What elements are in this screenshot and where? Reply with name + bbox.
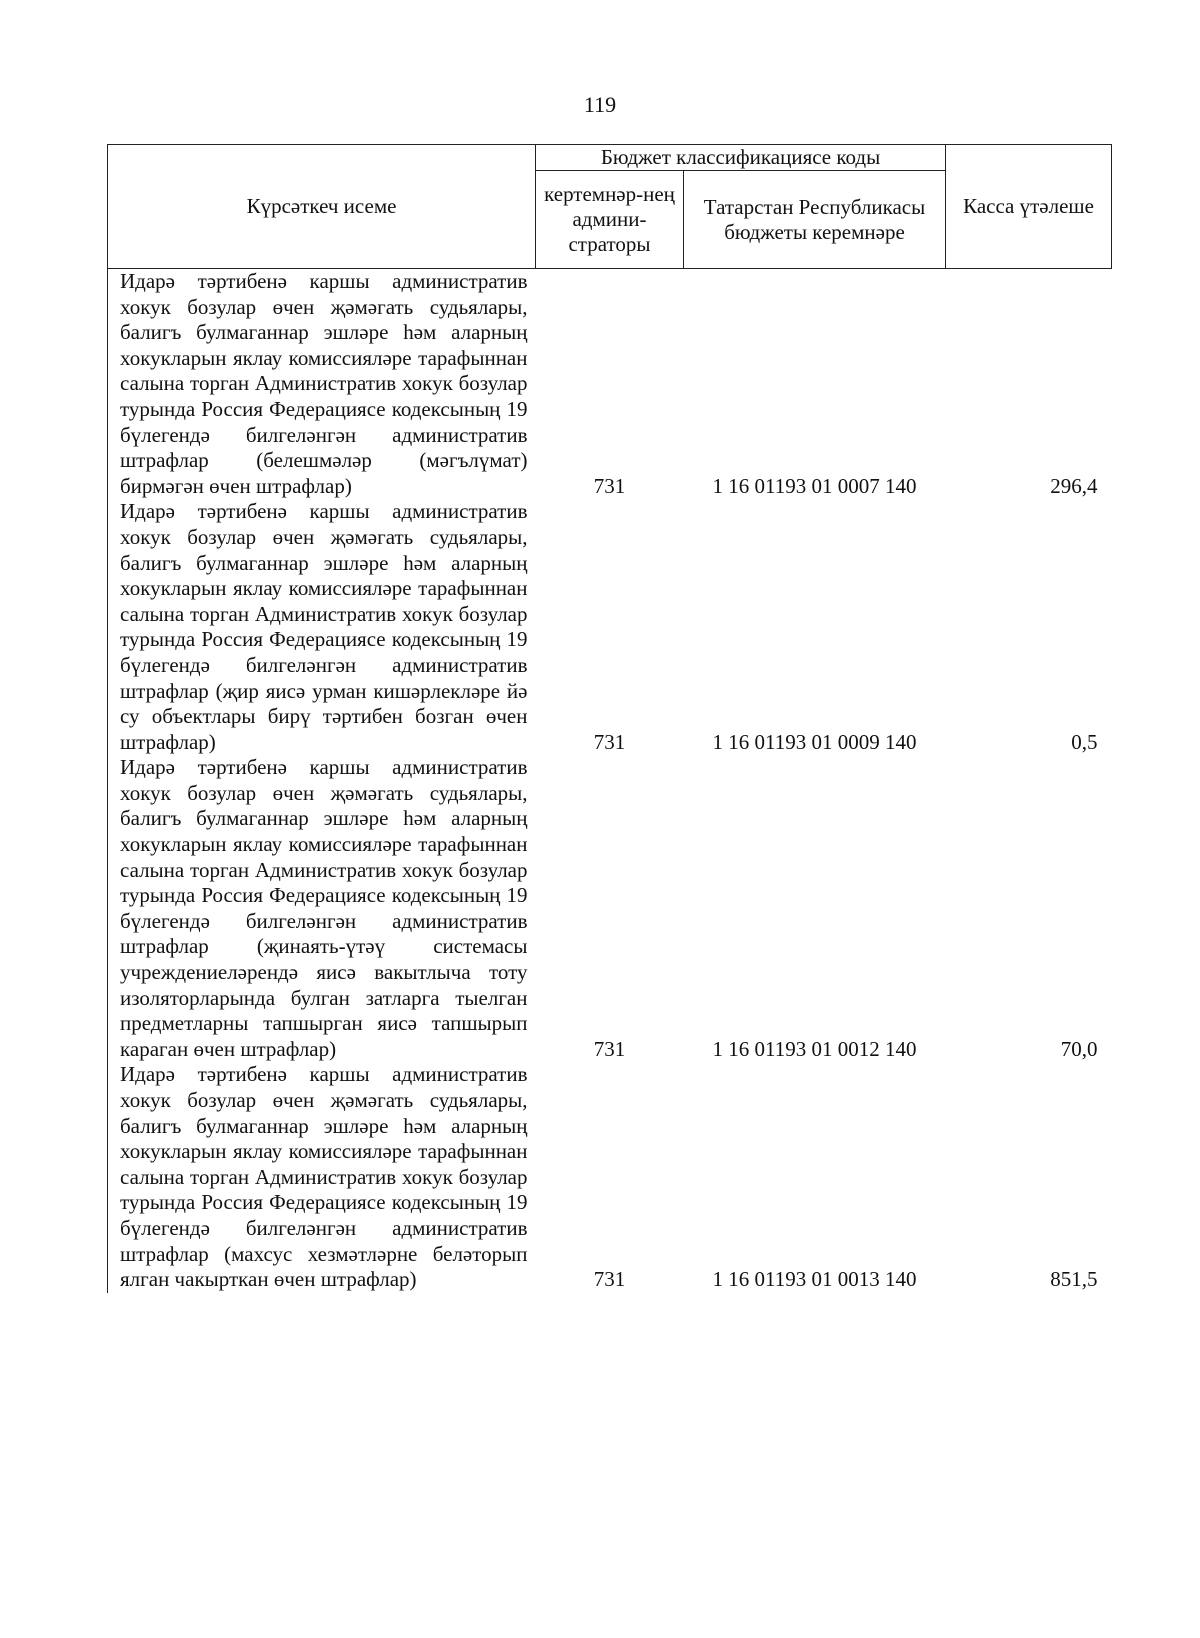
header-cash-execution: Касса үтәлеше xyxy=(946,145,1112,269)
row-budget-code: 1 16 01193 01 0012 140 xyxy=(712,1036,917,1061)
row-indicator-name xyxy=(108,269,536,500)
row-indicator-text: Идарә тәртибенә каршы административ хокук бозулар өчен җәмәгать судьялары, балигъ булмаганнар эшләре һәм аларның хокукларын яклау комиссияләре тарафыннан салына торган Административ хокук бозулар турында Россия Федерациясе кодексының 19 бүлегендә билгеләнгән административ штрафлар (белешмәләр (мәгълүмат) бирмәгән өчен штрафлар) xyxy=(120,269,528,498)
table-row xyxy=(108,755,1112,1062)
row-indicator-text: Идарә тәртибенә каршы административ хокук бозулар өчен җәмәгать судьялары, балигъ булмаганнар эшләре һәм аларның хокукларын яклау комиссияләре тарафыннан салына торган Административ хокук бозулар турында Россия Федерациясе кодексының 19 бүлегендә билгеләнгән административ штрафлар (җир яисә урман кишәрлекләре йә су объектлары бирү тәртибен бозган өчен штрафлар) xyxy=(120,499,528,754)
header-budget-classification: Бюджет классификациясе коды xyxy=(536,145,946,171)
table-row xyxy=(108,499,1112,755)
row-budget-code: 1 16 01193 01 0009 140 xyxy=(712,729,917,754)
page-number: 119 xyxy=(583,92,617,117)
row-cash-execution: 851,5 xyxy=(1050,1267,1098,1292)
row-indicator-text: Идарә тәртибенә каршы административ хокук бозулар өчен җәмәгать судьялары, балигъ булмаганнар эшләре һәм аларның хокукларын яклау комиссияләре тарафыннан салына торган Административ хокук бозулар турында Россия Федерациясе кодексының 19 бүлегендә билгеләнгән административ штрафлар (махсус хезмәтләрне беләторып ялган чакырткан өчен штрафлар) xyxy=(120,1062,528,1292)
row-cash-execution: 0,5 xyxy=(1071,729,1098,754)
row-indicator-text: Идарә тәртибенә каршы административ хокук бозулар өчен җәмәгать судьялары, балигъ булмаганнар эшләре һәм аларның хокукларын яклау комиссияләре тарафыннан салына торган Административ хокук бозулар турында Россия Федерациясе кодексының 19 бүлегендә билгеләнгән административ штрафлар (җинаять-үтәү системасы учреждениеләрендә яисә вакытлыча тоту изоляторларында булган затларга тыелган предметларны тапшырган яисә тапшырып караган өчен штрафлар) xyxy=(120,755,528,1061)
table-header xyxy=(108,145,1112,269)
row-budget-code: 1 16 01193 01 0013 140 xyxy=(712,1267,917,1292)
header-republic-budget-revenues: Татарстан Республикасы бюджеты керемнәре xyxy=(684,171,946,269)
row-admin-code: 731 xyxy=(593,473,626,498)
budget-table xyxy=(107,144,1112,1293)
table-row xyxy=(108,269,1112,500)
row-indicator-name xyxy=(108,499,536,755)
row-admin-code: 731 xyxy=(593,1036,626,1061)
row-indicator-name xyxy=(108,755,536,1062)
header-indicator-name: Күрсәткеч исеме xyxy=(108,145,536,269)
table-row xyxy=(108,1062,1112,1292)
row-cash-execution: 296,4 xyxy=(1050,473,1098,498)
row-budget-code: 1 16 01193 01 0007 140 xyxy=(712,473,917,498)
row-admin-code: 731 xyxy=(593,729,626,754)
table-body xyxy=(108,269,1112,1293)
row-cash-execution: 70,0 xyxy=(1060,1036,1098,1061)
row-indicator-name xyxy=(108,1062,536,1292)
header-revenue-administrators: кертемнәр-нең админи-страторы xyxy=(536,171,684,269)
row-admin-code: 731 xyxy=(593,1267,626,1292)
